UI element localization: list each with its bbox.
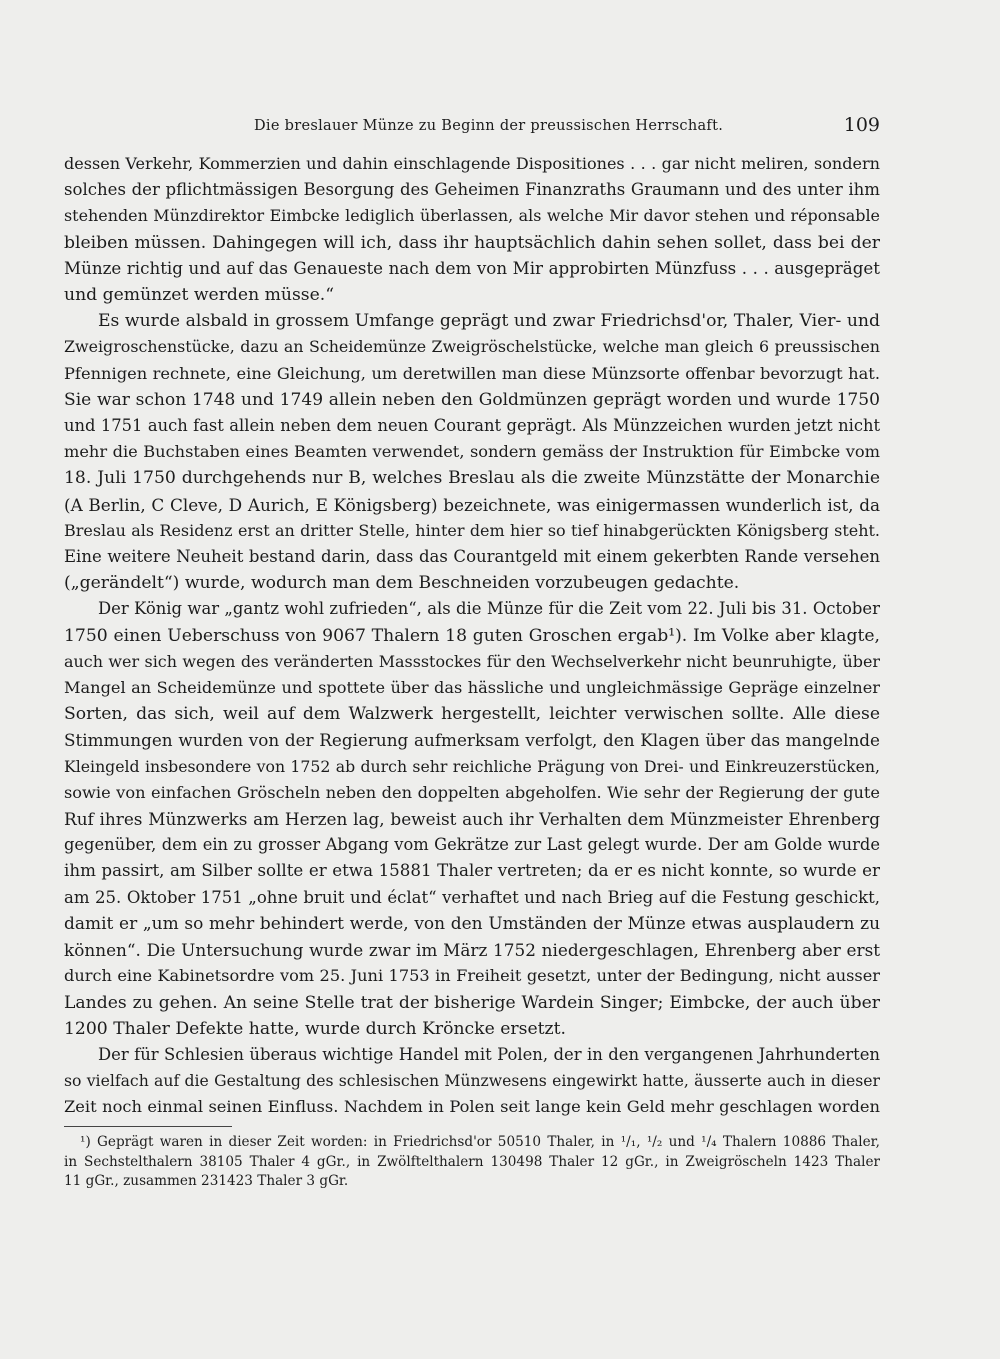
footnote-line: 11 gGr., zusammen 231423 Thaler 3 gGr. [64,1173,349,1189]
text-line: stehenden Münzdirektor Eimbcke lediglich überlassen, als welche Mir davor stehen und réponsable [64,206,880,226]
text-line: Eine weitere Neuheit bestand darin, dass das Courantgeld mit einem gekerbten Rande versehen [64,547,880,567]
text-line: am 25. Oktober 1751 „ohne bruit und éclat“ verhaftet und nach Brieg auf die Festung geschickt, [64,887,880,907]
text-line: können“. Die Untersuchung wurde zwar im März 1752 niedergeschlagen, Ehrenberg aber erst [64,940,880,961]
text-line: Kleingeld insbesondere von 1752 ab durch sehr reichliche Prägung von Drei- und Einkreuzerstücken, [64,756,880,776]
text-line: Zeit noch einmal seinen Einfluss. Nachdem in Polen seit lange kein Geld mehr geschlagen worden [64,1097,880,1117]
text-line: Pfennigen rechnete, eine Gleichung, um deretwillen man diese Münzsorte offenbar bevorzugt hat. [64,363,880,383]
text-line: Sie war schon 1748 und 1749 allein neben den Goldmünzen geprägt worden und wurde 1750 [64,389,880,410]
text-line: und gemünzet werden müsse.“ [64,285,335,306]
text-line: damit er „um so mehr behindert werde, von den Umständen der Münze etwas ausplaudern zu [64,913,880,934]
text-line: Stimmungen wurden von der Regierung aufmerksam verfolgt, den Klagen über das mangelnde [64,730,880,751]
text-line: und 1751 auch fast allein neben dem neuen Courant geprägt. Als Münzzeichen wurden jetzt nicht [64,416,880,436]
paragraph [64,596,880,1041]
text-line: sowie von einfachen Gröscheln neben den doppelten abgeholfen. Wie sehr der Regierung der gute [64,782,880,802]
text-line: Zweigroschenstücke, dazu an Scheidemünze Zweigröschelstücke, welche man gleich 6 preussischen [64,337,880,357]
text-line: Münze richtig und auf das Genaueste nach dem von Mir approbirten Münzfuss . . . ausgepräget [64,258,880,278]
text-line: bleiben müssen. Dahingegen will ich, dass ihr hauptsächlich dahin sehen sollet, dass bei der [64,232,880,253]
text-line: 18. Juli 1750 durchgehends nur B, welches Breslau als die zweite Münzstätte der Monarchie [64,468,880,489]
footnote-line: ¹) Geprägt waren in dieser Zeit worden: in Friedrichsd'or 50510 Thaler, in ¹/₁, ¹/₂ und ¹/₄ Thalern 10886 Thaler, [80,1134,880,1150]
text-line: durch eine Kabinetsordre vom 25. Juni 1753 in Freiheit gesetzt, unter der Bedingung, nicht ausser [64,966,880,986]
text-line: dessen Verkehr, Kommerzien und dahin einschlagende Dispositiones . . . gar nicht meliren, sondern [64,154,880,173]
text-line: Sorten, das sich, weil auf dem Walzwerk hergestellt, leichter verwischen sollte. Alle diese [64,704,880,725]
text-line: Mangel an Scheidemünze und spottete über das hässliche und ungleichmässige Gepräge einzelner [64,678,880,698]
text-line: Landes zu gehen. An seine Stelle trat der bisherige Wardein Singer; Eimbcke, der auch über [64,992,880,1013]
footnote-line: in Sechstelthalern 38105 Thaler 4 gGr., in Zwölftelthalern 130498 Thaler 12 gGr., in Zweigröscheln 1423 Thaler [64,1153,880,1170]
text-line: solches der pflichtmässigen Besorgung des Geheimen Finanzraths Graumann und des unter ihm [64,180,880,200]
text-line: Der König war „gantz wohl zufrieden“, als die Münze für die Zeit vom 22. Juli bis 31. October [98,599,880,619]
text-line: gegenüber, dem ein zu grosser Abgang vom Gekrätze zur Last gelegt wurde. Der am Golde wurde [64,835,880,855]
text-line: mehr die Buchstaben eines Beamten verwendet, sondern gemäss der Instruktion für Eimbcke vom [64,442,880,462]
text-line: auch wer sich wegen des veränderten Massstockes für den Wechselverkehr nicht beunruhigte, über [64,651,880,671]
text-line: so vielfach auf die Gestaltung des schlesischen Münzwesens eingewirkt hatte, äusserte auch in dieser [64,1071,880,1091]
text-line: Der für Schlesien überaus wichtige Handel mit Polen, der in den vergangenen Jahrhunderten [98,1044,880,1064]
running-title: Die breslauer Münze zu Beginn der preussischen Herrschaft. [254,118,724,134]
text-line: ihm passirt, am Silber sollte er etwa 15881 Thaler vertreten; da er es nicht konnte, so wurde er [64,861,880,881]
text-line: 1750 einen Ueberschuss von 9067 Thalern 18 guten Groschen ergab¹). Im Volke aber klagte, [64,625,880,646]
running-head [64,114,880,140]
footnote-divider [64,1126,232,1127]
text-line: 1200 Thaler Defekte hatte, wurde durch Kröncke ersetzt. [64,1018,566,1039]
footnote [64,1133,880,1192]
text-line: Breslau als Residenz erst an dritter Stelle, hinter dem hier so tief hinabgerückten Königsberg steht. [64,520,880,540]
paragraph [64,308,880,596]
text-line: (A Berlin, C Cleve, D Aurich, E Königsberg) bezeichnete, was einigermassen wunderlich ist, da [64,494,880,515]
body-text [64,151,880,1121]
paragraph [64,1042,880,1121]
text-line: Ruf ihres Münzwerks am Herzen lag, beweist auch ihr Verhalten dem Münzmeister Ehrenberg [64,809,880,830]
paragraph-continuation [64,151,880,308]
text-line: („gerändelt“) wurde, wodurch man dem Beschneiden vorzubeugen gedachte. [64,573,740,594]
page-number: 109 [843,114,880,136]
text-line: Es wurde alsbald in grossem Umfange geprägt und zwar Friedrichsd'or, Thaler, Vier- und [98,311,880,332]
